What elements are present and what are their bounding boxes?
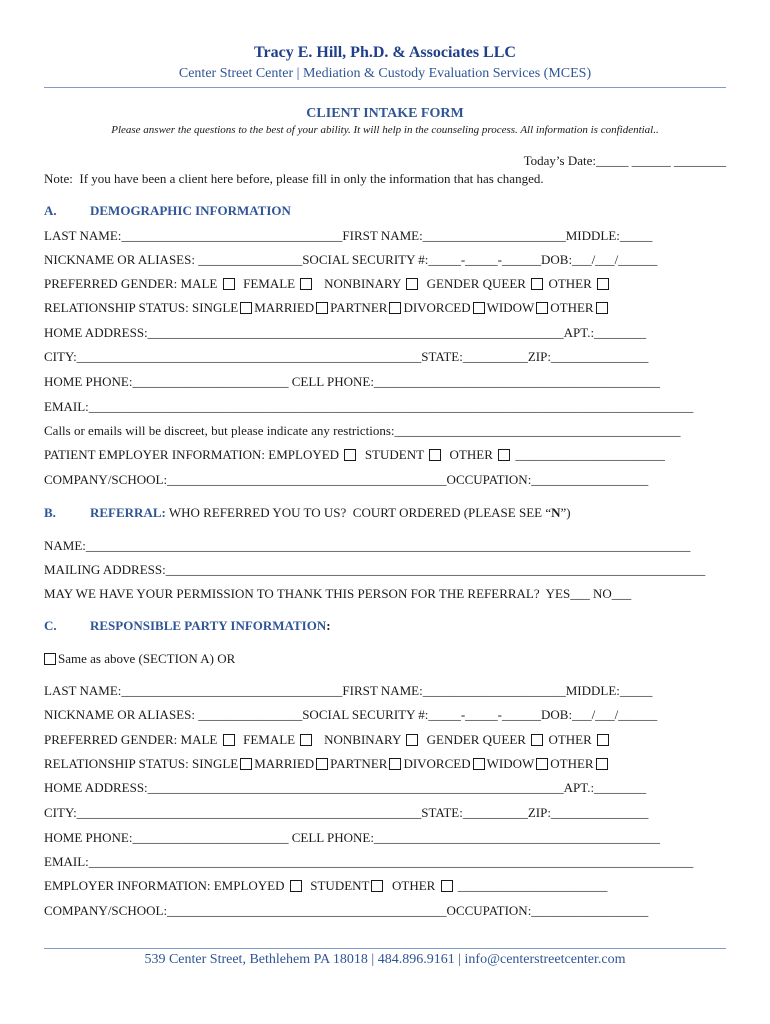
c-company-occupation-field[interactable]: COMPANY/SCHOOL:___________________________________________OCCUPATION:__________________: [44, 903, 649, 918]
c-nickname-ssn-dob-field[interactable]: NICKNAME OR ALIASES: ________________SOCIAL SECURITY #:_____-_____-______DOB:___/___/______: [44, 707, 658, 722]
a-employer-row: [44, 447, 665, 463]
c-same-as-above-row: [44, 651, 235, 667]
c-employer-label: EMPLOYER INFORMATION:: [44, 878, 211, 893]
a-gender-other-checkbox[interactable]: [597, 278, 609, 290]
c-rel-divorced-checkbox[interactable]: [473, 758, 485, 770]
section-b-title: REFERRAL:: [90, 505, 166, 520]
b-mailing-address-field[interactable]: MAILING ADDRESS:___________________________________________________________________________________: [44, 562, 706, 577]
todays-date-field[interactable]: Today’s Date:_____ ______ ________: [523, 153, 726, 168]
c-rel-single-checkbox[interactable]: [240, 758, 252, 770]
c-home-address-field[interactable]: HOME ADDRESS:________________________________________________________________APT.:________: [44, 780, 647, 795]
a-rel-partner: PARTNER: [330, 300, 388, 315]
a-rel-married: MARRIED: [254, 300, 315, 315]
a-employer-label: PATIENT EMPLOYER INFORMATION:: [44, 447, 266, 462]
c-gender-other: OTHER: [548, 732, 592, 747]
a-relationship-row: [44, 300, 610, 316]
a-rel-widow: WIDOW: [486, 300, 535, 315]
a-company-occupation-field[interactable]: COMPANY/SCHOOL:___________________________________________OCCUPATION:__________________: [44, 472, 649, 487]
footer-divider: [44, 948, 726, 949]
c-city-state-zip-field[interactable]: CITY:_____________________________________________________STATE:__________ZIP:_______________: [44, 805, 649, 820]
a-gender-male-checkbox[interactable]: [223, 278, 235, 290]
b-name-field[interactable]: NAME:_____________________________________________________________________________________________: [44, 538, 691, 553]
section-c-heading: [90, 618, 331, 634]
c-relationship-label: RELATIONSHIP STATUS:: [44, 756, 189, 771]
a-emp-other-checkbox[interactable]: [498, 449, 510, 461]
a-emp-student: STUDENT: [364, 447, 424, 462]
a-emp-employed: EMPLOYED: [268, 447, 340, 462]
section-a-letter: A.: [44, 203, 57, 218]
c-gender-other-checkbox[interactable]: [597, 734, 609, 746]
c-phone-field[interactable]: HOME PHONE:________________________ CELL PHONE:____________________________________________: [44, 830, 660, 845]
section-b-question: WHO REFERRED YOU TO US? COURT ORDERED (PLEASE SEE “: [165, 505, 552, 520]
a-gender-row: [44, 276, 611, 292]
c-rel-married-checkbox[interactable]: [316, 758, 328, 770]
c-relationship-row: [44, 756, 610, 772]
a-rel-single: SINGLE: [192, 300, 239, 315]
a-gender-male: MALE: [180, 276, 218, 291]
a-home-address-field[interactable]: HOME ADDRESS:________________________________________________________________APT.:________: [44, 325, 647, 340]
c-gender-label: PREFERRED GENDER:: [44, 732, 178, 747]
c-emp-student-checkbox[interactable]: [371, 880, 383, 892]
a-email-field[interactable]: EMAIL:_____________________________________________________________________________________________: [44, 399, 694, 414]
a-rel-other-checkbox[interactable]: [596, 302, 608, 314]
a-emp-student-checkbox[interactable]: [429, 449, 441, 461]
c-rel-single: SINGLE: [192, 756, 239, 771]
header-divider: [44, 87, 726, 88]
section-a-title: DEMOGRAPHIC INFORMATION: [90, 203, 291, 218]
a-rel-single-checkbox[interactable]: [240, 302, 252, 314]
c-same-as-above-checkbox[interactable]: [44, 653, 56, 665]
c-emp-other-blank[interactable]: _______________________: [457, 878, 608, 893]
section-c-letter: C.: [44, 618, 57, 633]
a-gender-queer: GENDER QUEER: [426, 276, 526, 291]
a-relationship-label: RELATIONSHIP STATUS:: [44, 300, 189, 315]
a-phone-field[interactable]: HOME PHONE:________________________ CELL PHONE:____________________________________________: [44, 374, 660, 389]
practice-name: Tracy E. Hill, Ph.D. & Associates LLC: [254, 44, 516, 61]
c-email-field[interactable]: EMAIL:_____________________________________________________________________________________________: [44, 854, 694, 869]
a-emp-other: OTHER: [449, 447, 493, 462]
c-same-as-above-label: Same as above (SECTION A) OR: [58, 651, 236, 666]
a-emp-other-blank[interactable]: _______________________: [515, 447, 665, 462]
c-emp-employed: EMPLOYED: [213, 878, 285, 893]
c-employer-row: [44, 878, 607, 894]
c-emp-other-checkbox[interactable]: [441, 880, 453, 892]
c-rel-divorced: DIVORCED: [403, 756, 471, 771]
a-rel-married-checkbox[interactable]: [316, 302, 328, 314]
a-rel-divorced-checkbox[interactable]: [473, 302, 485, 314]
footer-contact: 539 Center Street, Bethlehem PA 18018 | 484.896.9161 | info@centerstreetcenter.com: [144, 952, 626, 967]
a-rel-divorced: DIVORCED: [403, 300, 471, 315]
a-nickname-ssn-dob-field[interactable]: NICKNAME OR ALIASES: ________________SOCIAL SECURITY #:_____-_____-______DOB:___/___/______: [44, 252, 658, 267]
c-rel-widow: WIDOW: [486, 756, 535, 771]
a-rel-partner-checkbox[interactable]: [389, 302, 401, 314]
c-name-field[interactable]: LAST NAME:__________________________________FIRST NAME:______________________MIDDLE:_____: [44, 683, 653, 698]
a-gender-queer-checkbox[interactable]: [531, 278, 543, 290]
c-emp-employed-checkbox[interactable]: [290, 880, 302, 892]
c-rel-widow-checkbox[interactable]: [536, 758, 548, 770]
c-gender-row: [44, 732, 611, 748]
c-gender-female: FEMALE: [243, 732, 296, 747]
c-gender-queer-checkbox[interactable]: [531, 734, 543, 746]
returning-client-note: Note: If you have been a client here before, please fill in only the information that has changed.: [44, 171, 544, 186]
c-gender-queer: GENDER QUEER: [426, 732, 526, 747]
a-gender-female: FEMALE: [243, 276, 296, 291]
c-gender-nonbinary-checkbox[interactable]: [406, 734, 418, 746]
c-rel-partner-checkbox[interactable]: [389, 758, 401, 770]
practice-subtitle: Center Street Center | Mediation & Custody Evaluation Services (MCES): [178, 66, 592, 81]
a-gender-female-checkbox[interactable]: [300, 278, 312, 290]
section-c-title-colon: :: [326, 618, 331, 633]
section-b-letter: B.: [44, 505, 56, 520]
section-b-question-n: N: [551, 505, 561, 520]
a-city-state-zip-field[interactable]: CITY:_____________________________________________________STATE:__________ZIP:_______________: [44, 349, 649, 364]
a-restrictions-field[interactable]: Calls or emails will be discreet, but please indicate any restrictions:____________________________________________: [44, 423, 681, 438]
c-rel-other: OTHER: [550, 756, 594, 771]
a-gender-nonbinary: NONBINARY: [324, 276, 401, 291]
c-gender-male-checkbox[interactable]: [223, 734, 235, 746]
c-gender-male: MALE: [180, 732, 218, 747]
a-rel-other: OTHER: [550, 300, 594, 315]
c-gender-female-checkbox[interactable]: [300, 734, 312, 746]
section-b-question-end: ”): [560, 505, 571, 520]
b-permission-field[interactable]: MAY WE HAVE YOUR PERMISSION TO THANK THIS PERSON FOR THE REFERRAL? YES___ NO___: [44, 586, 632, 601]
c-rel-other-checkbox[interactable]: [596, 758, 608, 770]
a-gender-label: PREFERRED GENDER:: [44, 276, 178, 291]
a-rel-widow-checkbox[interactable]: [536, 302, 548, 314]
c-gender-nonbinary: NONBINARY: [324, 732, 401, 747]
form-title: CLIENT INTAKE FORM: [306, 106, 464, 121]
a-emp-employed-checkbox[interactable]: [344, 449, 356, 461]
a-name-field[interactable]: LAST NAME:__________________________________FIRST NAME:______________________MIDDLE:_____: [44, 228, 653, 243]
c-rel-married: MARRIED: [254, 756, 315, 771]
section-b-heading: [90, 505, 571, 521]
c-rel-partner: PARTNER: [330, 756, 388, 771]
section-c-title: RESPONSIBLE PARTY INFORMATION: [90, 618, 327, 633]
form-instructions: Please answer the questions to the best of your ability. It will help in the counseling process. All information is confidential..: [111, 124, 659, 136]
a-gender-other: OTHER: [548, 276, 592, 291]
c-emp-other: OTHER: [391, 878, 436, 893]
c-emp-student: STUDENT: [310, 878, 370, 893]
a-gender-nonbinary-checkbox[interactable]: [406, 278, 418, 290]
